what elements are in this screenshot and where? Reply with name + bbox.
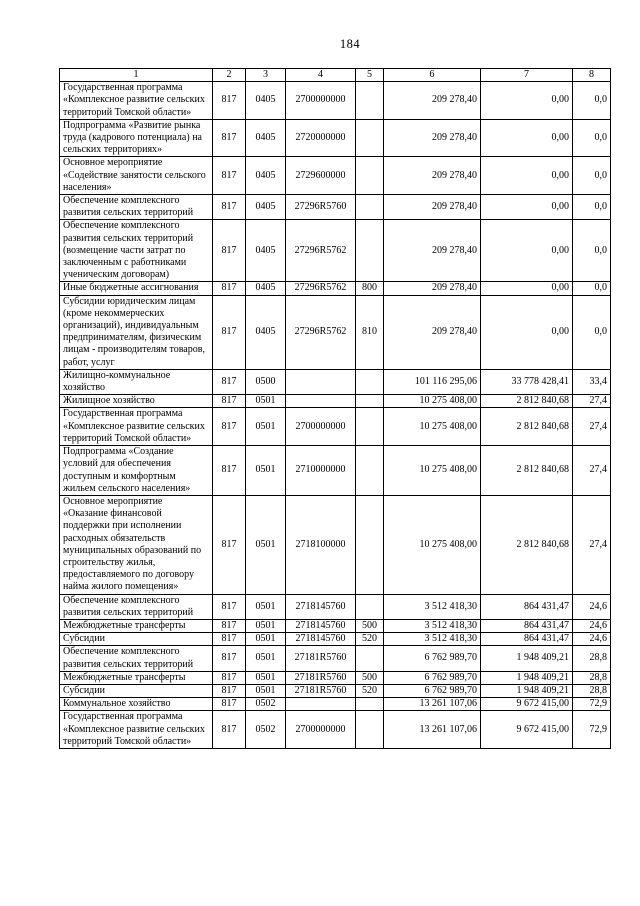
cell-expense-name: Жилищно-коммунальное хозяйство	[60, 369, 213, 394]
cell-grbs-code: 817	[213, 684, 246, 697]
cell-expense-name: Жилищное хозяйство	[60, 395, 213, 408]
cell-expense-name: Обеспечение комплексного развития сельских территорий	[60, 594, 213, 619]
table-row	[60, 369, 611, 394]
cell-target-article: 27181R5760	[286, 671, 356, 684]
cell-expense-name: Основное мероприятие «Содействие занятости сельского населения»	[60, 157, 213, 195]
cell-section-code: 0501	[246, 671, 286, 684]
cell-section-code: 0501	[246, 633, 286, 646]
cell-expense-type	[356, 82, 384, 120]
table-header-row	[60, 69, 611, 82]
cell-target-article: 27296R5762	[286, 295, 356, 369]
cell-execution-percent: 0,0	[573, 282, 611, 295]
cell-plan-amount: 3 512 418,30	[384, 619, 481, 632]
cell-executed-amount: 0,00	[481, 295, 573, 369]
cell-expense-name: Субсидии юридическим лицам (кроме некоммерческих организаций), индивидуальным предпринимателям, физическим лицам - производителям товаров, работ, услуг	[60, 295, 213, 369]
cell-plan-amount: 209 278,40	[384, 282, 481, 295]
cell-expense-name: Обеспечение комплексного развития сельских территорий (возмещение части затрат по заключенным с работниками ученическим договорам)	[60, 220, 213, 282]
cell-expense-type	[356, 446, 384, 496]
cell-executed-amount: 0,00	[481, 119, 573, 157]
table-row	[60, 671, 611, 684]
cell-plan-amount: 10 275 408,00	[384, 395, 481, 408]
cell-expense-type: 810	[356, 295, 384, 369]
cell-grbs-code: 817	[213, 446, 246, 496]
page-number: 184	[339, 37, 361, 51]
cell-expense-type: 800	[356, 282, 384, 295]
cell-target-article: 2700000000	[286, 711, 356, 749]
cell-execution-percent: 72,9	[573, 698, 611, 711]
table-row	[60, 119, 611, 157]
cell-target-article: 2720000000	[286, 119, 356, 157]
cell-executed-amount: 1 948 409,21	[481, 671, 573, 684]
cell-plan-amount: 6 762 989,70	[384, 671, 481, 684]
cell-expense-type	[356, 157, 384, 195]
cell-section-code: 0405	[246, 157, 286, 195]
cell-execution-percent: 33,4	[573, 369, 611, 394]
cell-section-code: 0405	[246, 82, 286, 120]
cell-execution-percent: 28,8	[573, 684, 611, 697]
cell-grbs-code: 817	[213, 295, 246, 369]
cell-expense-name: Иные бюджетные ассигнования	[60, 282, 213, 295]
cell-expense-name: Государственная программа «Комплексное развитие сельских территорий Томской области»	[60, 408, 213, 446]
cell-target-article: 2718145760	[286, 633, 356, 646]
cell-target-article: 2729600000	[286, 157, 356, 195]
cell-expense-type	[356, 594, 384, 619]
cell-plan-amount: 209 278,40	[384, 195, 481, 220]
cell-plan-amount: 209 278,40	[384, 119, 481, 157]
cell-execution-percent: 27,4	[573, 395, 611, 408]
cell-expense-name: Межбюджетные трансферты	[60, 619, 213, 632]
column-header-2: 2	[213, 69, 246, 82]
cell-target-article: 27296R5762	[286, 220, 356, 282]
cell-section-code: 0501	[246, 646, 286, 671]
table-row	[60, 684, 611, 697]
cell-target-article: 27296R5760	[286, 195, 356, 220]
cell-target-article: 27181R5760	[286, 684, 356, 697]
table-row	[60, 594, 611, 619]
table-row	[60, 82, 611, 120]
cell-section-code: 0501	[246, 684, 286, 697]
table-row	[60, 646, 611, 671]
cell-execution-percent: 0,0	[573, 82, 611, 120]
cell-section-code: 0501	[246, 619, 286, 632]
cell-grbs-code: 817	[213, 220, 246, 282]
cell-target-article: 27181R5760	[286, 646, 356, 671]
table-row	[60, 446, 611, 496]
cell-grbs-code: 817	[213, 157, 246, 195]
cell-execution-percent: 0,0	[573, 119, 611, 157]
cell-section-code: 0502	[246, 711, 286, 749]
cell-executed-amount: 1 948 409,21	[481, 646, 573, 671]
cell-section-code: 0502	[246, 698, 286, 711]
cell-executed-amount: 864 431,47	[481, 633, 573, 646]
cell-execution-percent: 27,4	[573, 446, 611, 496]
cell-section-code: 0405	[246, 119, 286, 157]
cell-target-article	[286, 369, 356, 394]
cell-grbs-code: 817	[213, 711, 246, 749]
cell-expense-type: 520	[356, 633, 384, 646]
column-header-8: 8	[573, 69, 611, 82]
cell-executed-amount: 0,00	[481, 282, 573, 295]
cell-expense-type	[356, 495, 384, 594]
cell-section-code: 0405	[246, 295, 286, 369]
column-header-1: 1	[60, 69, 213, 82]
cell-execution-percent: 0,0	[573, 295, 611, 369]
cell-executed-amount: 2 812 840,68	[481, 395, 573, 408]
cell-expense-type	[356, 119, 384, 157]
table-row	[60, 282, 611, 295]
cell-expense-name: Субсидии	[60, 633, 213, 646]
cell-executed-amount: 0,00	[481, 82, 573, 120]
cell-expense-type: 520	[356, 684, 384, 697]
cell-expense-name: Межбюджетные трансферты	[60, 671, 213, 684]
cell-expense-type	[356, 646, 384, 671]
cell-grbs-code: 817	[213, 119, 246, 157]
cell-expense-type	[356, 220, 384, 282]
cell-execution-percent: 0,0	[573, 195, 611, 220]
cell-section-code: 0405	[246, 220, 286, 282]
cell-executed-amount: 864 431,47	[481, 619, 573, 632]
cell-execution-percent: 27,4	[573, 495, 611, 594]
column-header-3: 3	[246, 69, 286, 82]
cell-section-code: 0501	[246, 395, 286, 408]
cell-plan-amount: 3 512 418,30	[384, 594, 481, 619]
cell-plan-amount: 13 261 107,06	[384, 698, 481, 711]
cell-execution-percent: 28,8	[573, 646, 611, 671]
cell-section-code: 0501	[246, 495, 286, 594]
table-row	[60, 408, 611, 446]
cell-expense-type: 500	[356, 619, 384, 632]
cell-expense-type	[356, 408, 384, 446]
cell-target-article: 2718100000	[286, 495, 356, 594]
table-row	[60, 711, 611, 749]
column-header-6: 6	[384, 69, 481, 82]
cell-expense-type	[356, 395, 384, 408]
column-header-4: 4	[286, 69, 356, 82]
cell-grbs-code: 817	[213, 282, 246, 295]
cell-plan-amount: 10 275 408,00	[384, 408, 481, 446]
cell-target-article	[286, 395, 356, 408]
cell-expense-type	[356, 711, 384, 749]
cell-section-code: 0500	[246, 369, 286, 394]
cell-expense-type: 500	[356, 671, 384, 684]
cell-plan-amount: 209 278,40	[384, 220, 481, 282]
cell-grbs-code: 817	[213, 495, 246, 594]
column-header-5: 5	[356, 69, 384, 82]
cell-expense-name: Основное мероприятие «Оказание финансовой поддержки при исполнении расходных обязательств муниципальных образований по строительству жилья, предоставляемого по договору найма жилого помещения»	[60, 495, 213, 594]
cell-plan-amount: 10 275 408,00	[384, 446, 481, 496]
cell-plan-amount: 3 512 418,30	[384, 633, 481, 646]
table-row	[60, 157, 611, 195]
cell-expense-type	[356, 369, 384, 394]
cell-grbs-code: 817	[213, 82, 246, 120]
cell-expense-name: Обеспечение комплексного развития сельских территорий	[60, 646, 213, 671]
cell-executed-amount: 2 812 840,68	[481, 446, 573, 496]
cell-plan-amount: 13 261 107,06	[384, 711, 481, 749]
cell-section-code: 0501	[246, 594, 286, 619]
cell-executed-amount: 0,00	[481, 220, 573, 282]
cell-execution-percent: 0,0	[573, 220, 611, 282]
cell-plan-amount: 101 116 295,06	[384, 369, 481, 394]
cell-plan-amount: 6 762 989,70	[384, 646, 481, 671]
cell-expense-name: Обеспечение комплексного развития сельских территорий	[60, 195, 213, 220]
cell-expense-name: Подпрограмма «Создание условий для обеспечения доступным и комфортным жильем сельского населения»	[60, 446, 213, 496]
cell-section-code: 0405	[246, 282, 286, 295]
cell-target-article	[286, 698, 356, 711]
cell-execution-percent: 27,4	[573, 408, 611, 446]
cell-grbs-code: 817	[213, 671, 246, 684]
cell-section-code: 0501	[246, 446, 286, 496]
table-row	[60, 220, 611, 282]
budget-table	[59, 68, 611, 749]
cell-executed-amount: 2 812 840,68	[481, 408, 573, 446]
cell-execution-percent: 24,6	[573, 594, 611, 619]
cell-section-code: 0405	[246, 195, 286, 220]
table-row	[60, 698, 611, 711]
cell-grbs-code: 817	[213, 698, 246, 711]
cell-expense-name: Субсидии	[60, 684, 213, 697]
cell-execution-percent: 0,0	[573, 157, 611, 195]
cell-executed-amount: 33 778 428,41	[481, 369, 573, 394]
cell-grbs-code: 817	[213, 619, 246, 632]
cell-grbs-code: 817	[213, 633, 246, 646]
table-row	[60, 619, 611, 632]
cell-executed-amount: 9 672 415,00	[481, 698, 573, 711]
table-row	[60, 195, 611, 220]
cell-target-article: 2710000000	[286, 446, 356, 496]
cell-plan-amount: 209 278,40	[384, 295, 481, 369]
cell-grbs-code: 817	[213, 369, 246, 394]
cell-plan-amount: 6 762 989,70	[384, 684, 481, 697]
cell-executed-amount: 0,00	[481, 157, 573, 195]
cell-expense-name: Государственная программа «Комплексное развитие сельских территорий Томской области»	[60, 711, 213, 749]
cell-section-code: 0501	[246, 408, 286, 446]
cell-target-article: 2700000000	[286, 408, 356, 446]
cell-plan-amount: 209 278,40	[384, 82, 481, 120]
cell-expense-name: Государственная программа «Комплексное развитие сельских территорий Томской области»	[60, 82, 213, 120]
cell-expense-name: Подпрограмма «Развитие рынка труда (кадрового потенциала) на сельских территориях»	[60, 119, 213, 157]
cell-plan-amount: 10 275 408,00	[384, 495, 481, 594]
cell-plan-amount: 209 278,40	[384, 157, 481, 195]
cell-executed-amount: 2 812 840,68	[481, 495, 573, 594]
cell-execution-percent: 28,8	[573, 671, 611, 684]
table-row	[60, 495, 611, 594]
cell-execution-percent: 24,6	[573, 619, 611, 632]
cell-executed-amount: 9 672 415,00	[481, 711, 573, 749]
cell-execution-percent: 24,6	[573, 633, 611, 646]
cell-grbs-code: 817	[213, 408, 246, 446]
cell-expense-type	[356, 698, 384, 711]
cell-expense-type	[356, 195, 384, 220]
cell-executed-amount: 0,00	[481, 195, 573, 220]
cell-target-article: 2718145760	[286, 619, 356, 632]
cell-target-article: 2700000000	[286, 82, 356, 120]
table-row	[60, 633, 611, 646]
cell-target-article: 2718145760	[286, 594, 356, 619]
cell-grbs-code: 817	[213, 195, 246, 220]
cell-grbs-code: 817	[213, 646, 246, 671]
cell-executed-amount: 864 431,47	[481, 594, 573, 619]
cell-grbs-code: 817	[213, 395, 246, 408]
cell-expense-name: Коммунальное хозяйство	[60, 698, 213, 711]
table-row	[60, 395, 611, 408]
column-header-7: 7	[481, 69, 573, 82]
cell-target-article: 27296R5762	[286, 282, 356, 295]
cell-grbs-code: 817	[213, 594, 246, 619]
table-row	[60, 295, 611, 369]
cell-execution-percent: 72,9	[573, 711, 611, 749]
cell-executed-amount: 1 948 409,21	[481, 684, 573, 697]
